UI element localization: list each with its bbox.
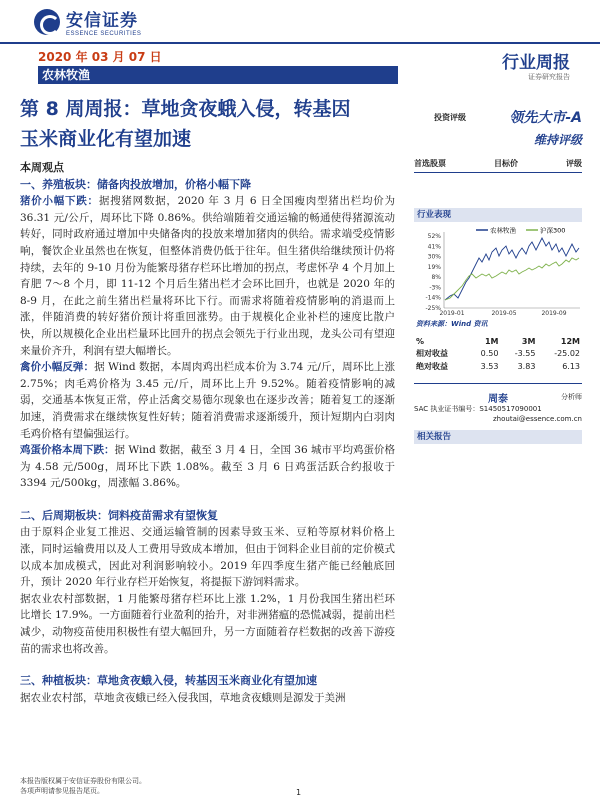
section-1-heading: 一、养殖板块：储备肉投放增加，价格小幅下降	[20, 177, 251, 191]
perf-col-1m: 1M	[484, 337, 499, 346]
report-type: 行业周报	[502, 53, 570, 73]
header-divider	[0, 42, 600, 44]
legend-label-agri: 农林牧渔	[490, 226, 516, 235]
stock-header	[414, 158, 582, 169]
y-tick-label: -3%	[429, 284, 441, 292]
paragraph-hog	[20, 193, 395, 359]
analyst-name: 周泰	[488, 394, 508, 405]
perf-col-3m: 3M	[521, 337, 536, 346]
paragraph-poultry-text: 据 Wind 数据，本周肉鸡出栏成本价为 3.74 元/斤，周环比上涨 2.75%；肉毛鸡价格为 3.45 元/斤，周环比上升 9.52%。随着疫情影响的减弱，交通基本恢复正常，停止活禽交易德尔现象也在逐步改善；随着复工的逐渐加速，消费需求在继续恢复性好转；随着消费需求逐渐缓升，预计短期内白羽肉毛鸡价格有望偏强运行。	[20, 361, 396, 440]
x-tick-label: 2019-01	[439, 310, 465, 316]
stock-col-target: 目标价	[494, 159, 518, 168]
report-subtype: 证券研究报告	[528, 73, 570, 81]
perf-cell: 3.83	[517, 362, 536, 371]
footer-line-2: 各项声明请参见报告尾页。	[20, 787, 104, 795]
paragraph-feed: 由于原料企业复工推迟、交通运输管制的因素导致玉米、豆粕等原材料价格上涨，同时运输费用以及人工费用导致成本增加，但由于饲料企业目前的定价模式以成本加成模式，因此对利润影响较小。2019 年四季度生猪产能已经触底回升，预计 2020 年行业存栏开始恢复，将提振下游饲料需求。	[20, 526, 395, 589]
y-tick-label: 8%	[431, 274, 441, 282]
chart-legend	[476, 226, 565, 235]
analyst-role: 分析师	[561, 393, 582, 401]
series-line-hs300	[445, 258, 579, 300]
perf-cell: 0.50	[480, 349, 499, 358]
x-tick-label: 2019-09	[541, 310, 567, 316]
chart-source: 资料来源：Wind 资讯	[416, 320, 488, 328]
logo-name-en: ESSENCE SECURITIES	[66, 31, 142, 37]
y-tick-label: -14%	[425, 294, 441, 302]
series-line-agri	[445, 238, 579, 300]
y-tick-label: 19%	[427, 263, 441, 271]
rating-keep: 维持评级	[533, 133, 582, 147]
perf-row-absolute	[414, 360, 582, 373]
title-line-1: 第 8 周周报：草地贪夜蛾入侵，转基因	[20, 98, 351, 120]
stock-col-name: 首选股票	[414, 159, 446, 168]
perf-cell: -25.02	[554, 349, 580, 358]
perf-header-row	[414, 336, 582, 347]
footer-line-1: 本报告版权属于安信证券股份有限公司。	[20, 777, 146, 785]
performance-title: 行业表现	[414, 208, 582, 222]
paragraph-hog-lead: 猪价小幅下跌：	[20, 195, 99, 208]
sector-bar: 农林牧渔	[38, 66, 398, 84]
stock-divider	[414, 172, 582, 173]
x-tick-label: 2019-05	[491, 310, 517, 316]
paragraph-egg-text: 据 Wind 数据，截至 3 月 4 日，全国 36 城市平均鸡蛋价格为 4.58 元/500g，周环比下跌 1.08%。截至 3 月 6 日鸡蛋活跃合约报收于 3394 元/500kg，周涨幅 3.86%。	[20, 444, 396, 490]
rating-value: 领先大市-A	[509, 110, 582, 126]
y-tick-label: 52%	[427, 233, 441, 240]
y-tick-label: 41%	[427, 243, 441, 251]
title-line-2: 玉米商业化有望加速	[20, 128, 192, 150]
week-view-heading: 本周观点	[20, 161, 64, 174]
company-logo	[34, 6, 141, 37]
perf-cell: 6.13	[562, 362, 580, 371]
page-number: 1	[296, 788, 302, 797]
analyst-sac: SAC 执业证书编号：S1450517090001	[414, 405, 542, 413]
section-3-heading: 三、种植板块：草地贪夜蛾入侵，转基因玉米商业化有望加速	[20, 674, 317, 688]
perf-row-label: 绝对收益	[416, 362, 448, 371]
paragraph-hog-text: 据搜猪网数据，2020 年 3 月 6 日全国瘦肉型猪出栏均价为 36.31 元/公斤，周环比下降 0.86%。供给端随着交通运输的畅通使得猪源流动转好，同时政府通过增加中央储备肉的投放来增加猪肉的供给。需求端受疫情影响，餐饮企业虽然也在恢复，但整体消费仍低于往年。但生猪供给继续预计仍将持续，去年的 9-10 月份为能繁母猪存栏环比增加的拐点，考虑怀孕 4 个月加上育肥 7～8 个月，即 11-12 个月后生猪出栏才会环比回升，也就是 2020 年的 8-9 月，在此之前生猪出栏量将环比下行。而需求将随着疫情影响的消退而上涨，伴随消费的转好猪价预计将重回涨势。由于规模化企业补栏的速度比散户快，所以规模化企业出栏量环比回升的拐点会领先于行业出现，龙头公司有望迎来量价齐升，利润有望大幅增长。	[20, 195, 396, 357]
report-title	[20, 94, 400, 154]
performance-table	[414, 336, 582, 373]
perf-col-pct: %	[416, 337, 425, 346]
section-2-heading: 二、后周期板块：饲料疫苗需求有望恢复	[20, 508, 218, 522]
x-axis-labels	[439, 310, 566, 316]
perf-row-relative	[414, 347, 582, 360]
paragraph-egg	[20, 442, 395, 492]
stock-col-rating: 评级	[566, 159, 582, 168]
perf-cell: 3.53	[480, 362, 499, 371]
paragraph-poultry-lead: 禽价小幅反弹：	[20, 361, 95, 374]
y-tick-label: 30%	[427, 253, 441, 261]
report-date: 2020 年 03 月 07 日	[38, 50, 162, 64]
perf-row-label: 相对收益	[416, 349, 448, 358]
related-reports-title: 相关报告	[414, 430, 582, 444]
y-tick-label: -25%	[425, 305, 441, 312]
paragraph-planting: 据农业农村部，草地贪夜蛾已经入侵我国，草地贪夜蛾则是源发于美洲	[20, 691, 346, 704]
paragraph-poultry	[20, 359, 395, 442]
analyst-divider	[414, 383, 582, 384]
analyst-email[interactable]: zhoutai@essence.com.cn	[493, 415, 582, 423]
perf-cell: -3.55	[514, 349, 536, 358]
logo-icon	[34, 9, 60, 35]
report-body	[20, 160, 395, 706]
logo-name-cn: 安信证券	[66, 11, 138, 31]
paragraph-vaccine: 据农业农村部数据，1 月能繁母猪存栏环比上涨 1.2%，1 月份我国生猪出栏环比增长 17.9%。一方面随着行业盈利的抬升，对非洲猪瘟的恐慌减弱，提前出栏减少，动物疫苗使用积极性有望大幅回升，另一方面随着存栏数据的改善下游疫苗的需求也将改善。	[20, 592, 395, 655]
y-axis-labels	[425, 233, 441, 312]
paragraph-egg-lead: 鸡蛋价格本周下跌：	[20, 444, 115, 457]
footer-disclaimer	[20, 776, 146, 796]
perf-col-12m: 12M	[560, 337, 580, 346]
legend-label-hs300: 沪深300	[540, 226, 566, 235]
rating-label: 投资评级	[434, 113, 466, 122]
performance-chart	[414, 224, 582, 316]
